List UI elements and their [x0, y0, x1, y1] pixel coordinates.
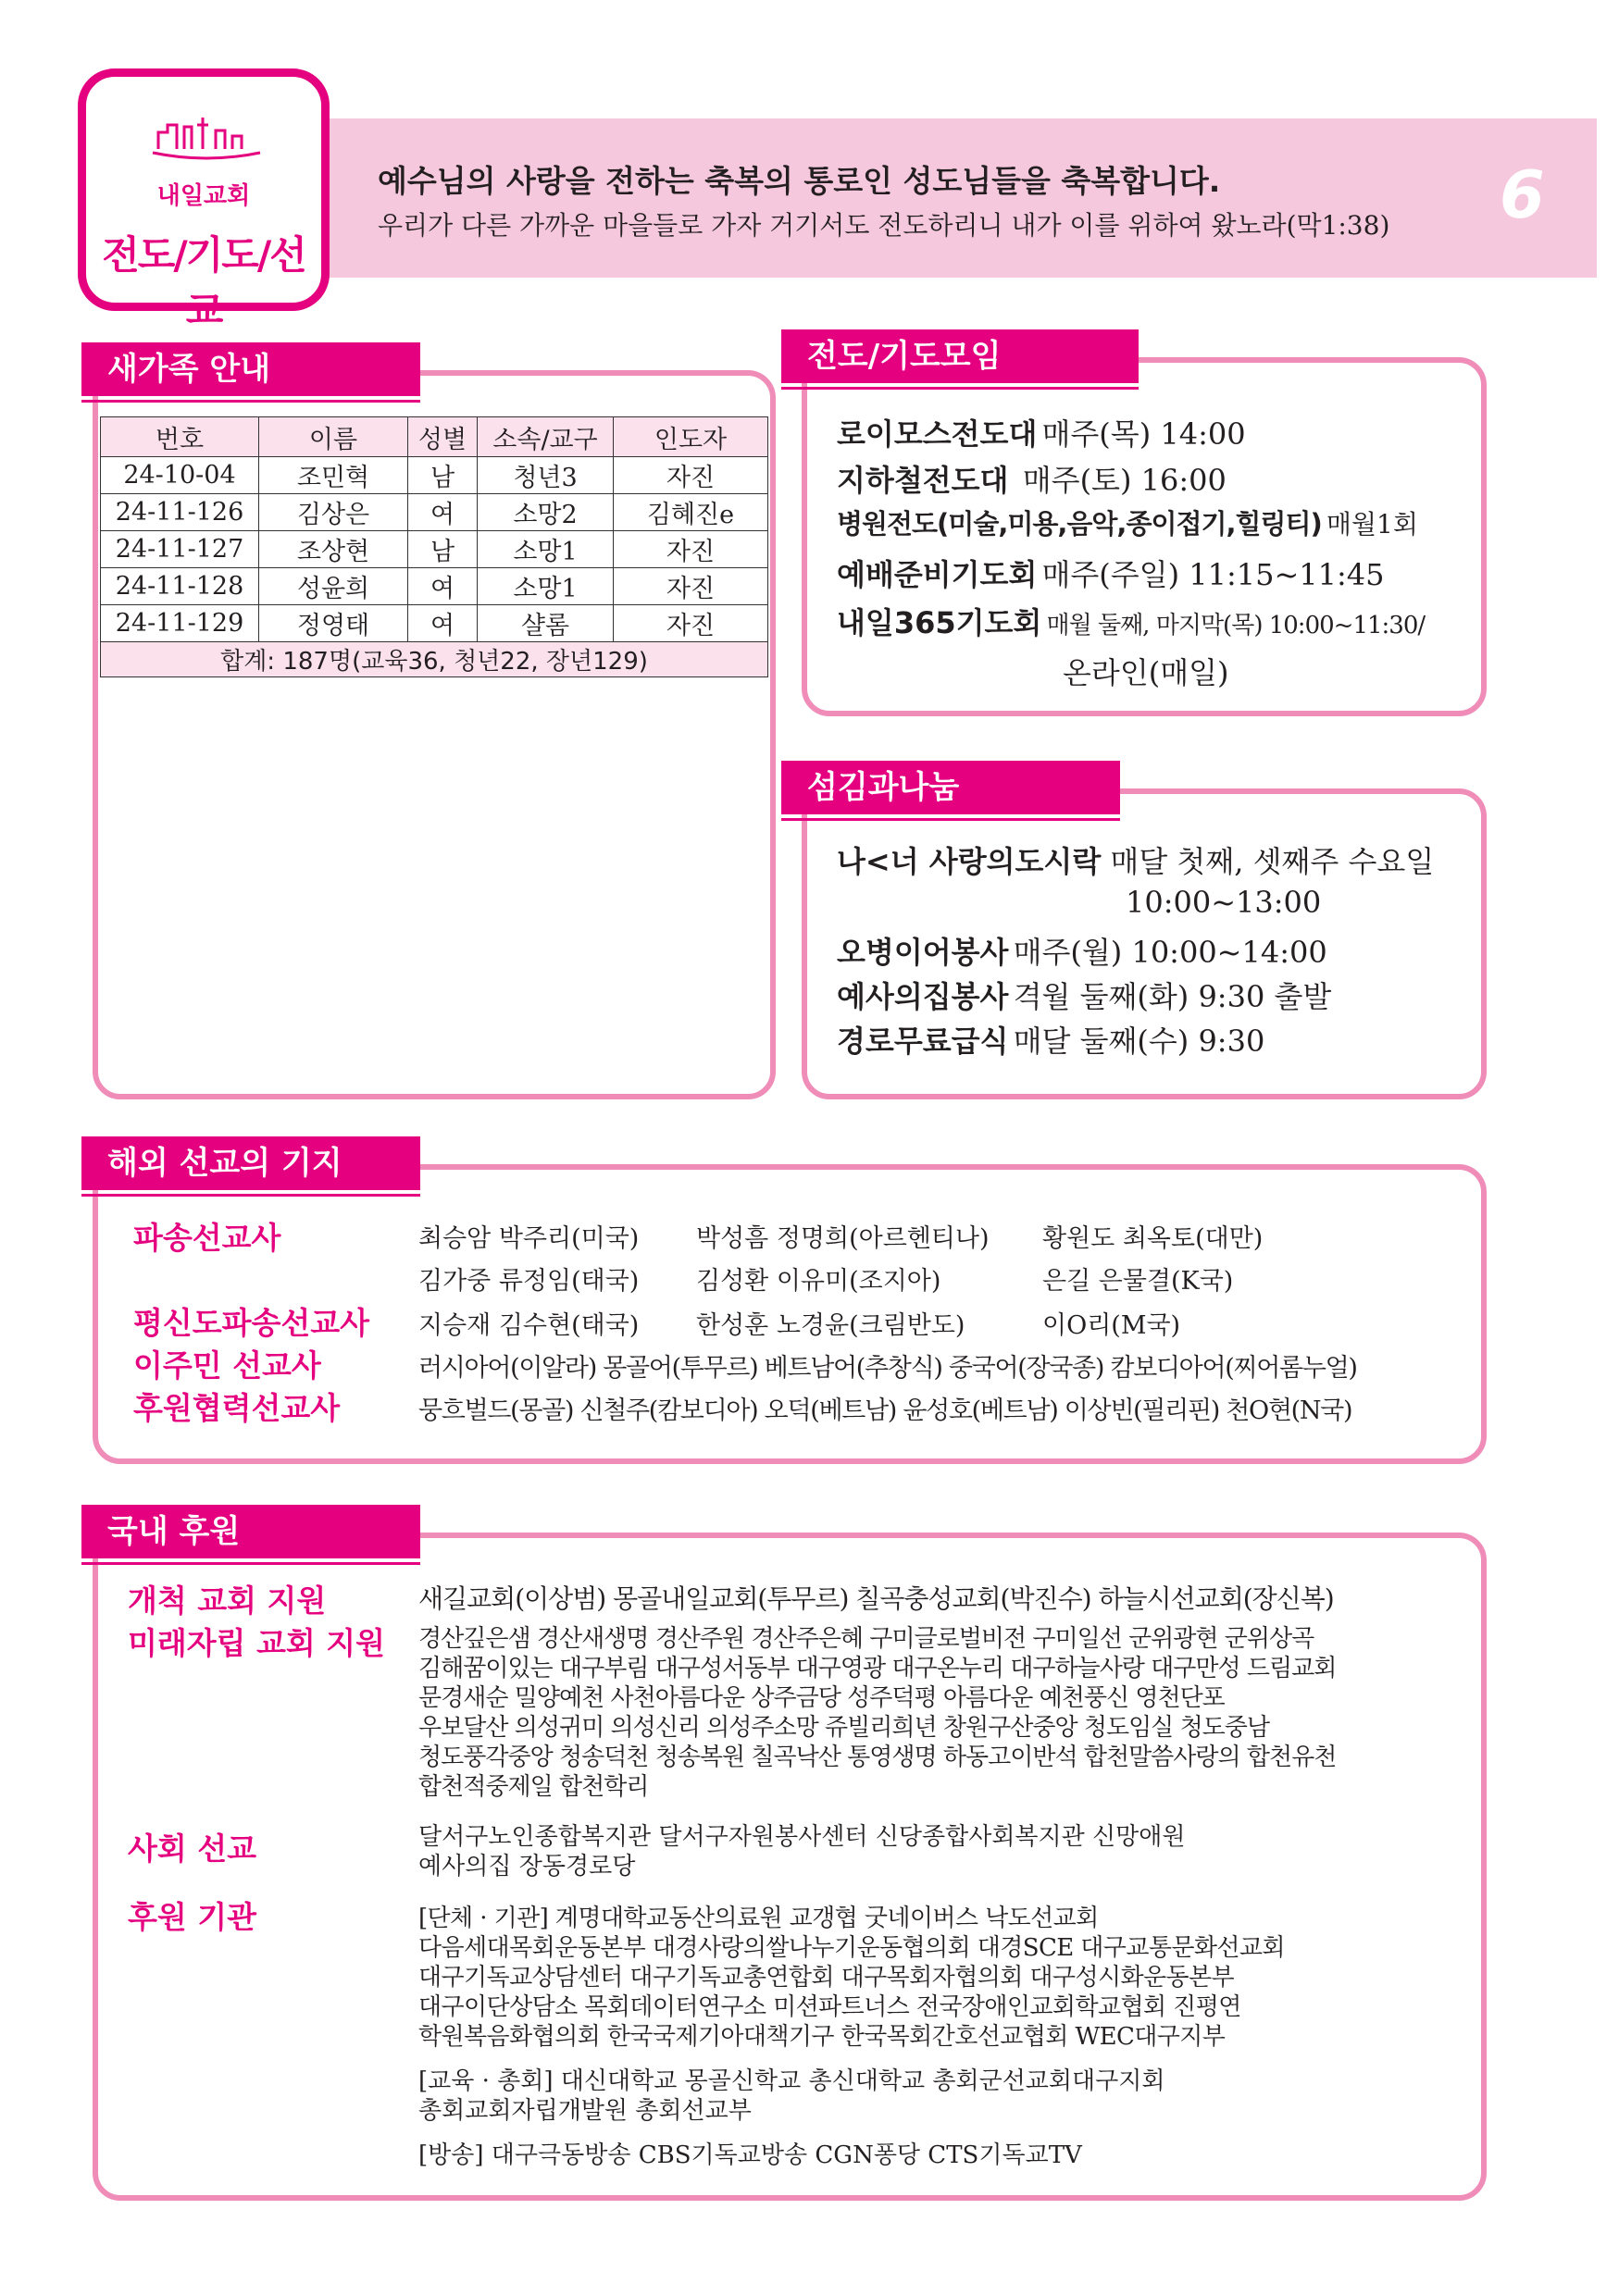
cell: 샬롬 [478, 605, 614, 642]
evangelism-tag: 전도/기도모임 [781, 329, 1139, 383]
sent-label: 파송선교사 [133, 1220, 281, 1256]
broadcast-line: [방송] 대구극동방송 CBS기독교방송 CGN퐁당 CTS기독교TV [418, 2141, 1082, 2169]
item-value: 매주(목) 14:00 [1041, 416, 1246, 452]
table-row [101, 605, 768, 642]
table-row [101, 531, 768, 568]
cell: 소망2 [478, 494, 614, 531]
org-line: 대구이단상담소 목회데이터연구소 미션파트너스 전국장애인교회학교협회 진평연 [418, 1993, 1241, 2021]
item-label: 내일365기도회 [837, 605, 1042, 640]
cell: 청년3 [478, 457, 614, 494]
list-item [837, 503, 1418, 541]
list-item [837, 552, 1385, 594]
missionary: 김가중 류정임(태국) [418, 1267, 640, 1296]
cell: 여 [408, 568, 478, 605]
item-value: 매주(토) 16:00 [1022, 463, 1227, 498]
lay-label: 평신도파송선교사 [133, 1305, 370, 1341]
item-label: 오병이어봉사 [837, 935, 1009, 970]
item-label: 나<너 사랑의도시락 [837, 844, 1102, 879]
pioneer-label: 개척 교회 지원 [128, 1582, 327, 1619]
future-line: 청도풍각중앙 청송덕천 청송복원 칠곡낙산 통영생명 하동고이반석 합천말씀사랑의 합천유천 [418, 1744, 1337, 1771]
support-list: 뭉흐벌드(몽골) 신철주(캄보디아) 오덕(베트남) 윤성호(베트남) 이상빈(필리핀) 천O현(N국) [418, 1396, 1352, 1425]
list-item [837, 457, 1227, 500]
cell: 김혜진e [614, 494, 768, 531]
table-row [101, 494, 768, 531]
future-line: 우보달산 의성귀미 의성신리 의성주소망 쥬빌리희년 창원구산중앙 청도임실 청도중남 [418, 1714, 1270, 1742]
col-name: 이름 [259, 417, 408, 457]
item-label: 지하철전도대 [837, 463, 1009, 498]
cell: 소망1 [478, 568, 614, 605]
support-label: 후원협력선교사 [133, 1390, 341, 1426]
future-line: 문경새순 밀양예천 사천아름다운 상주금당 성주덕평 아름다운 예천풍신 영천단포 [418, 1684, 1225, 1712]
edu-line: 총회교회자립개발원 총회선교부 [418, 2097, 752, 2125]
section-title: 전도/기도/선교 [102, 232, 305, 333]
missions-tag: 해외 선교의 기지 [81, 1136, 420, 1190]
item-label: 예배준비기도회 [837, 557, 1038, 592]
org-label: 후원 기관 [128, 1899, 257, 1935]
cell: 남 [408, 531, 478, 568]
org-line: 대구기독교상담센터 대구기독교총연합회 대구목회자협의회 대구성시화운동본부 [418, 1964, 1235, 1992]
cell: 김상은 [259, 494, 408, 531]
cell: 24-11-126 [101, 494, 259, 531]
list-item [837, 411, 1246, 453]
org-line: 학원복음화협의회 한국국제기아대책기구 한국목회간호선교협회 WEC대구지부 [418, 2023, 1226, 2051]
item-value: 매주(월) 10:00~14:00 [1013, 935, 1327, 970]
col-number: 번호 [101, 417, 259, 457]
cell: 소망1 [478, 531, 614, 568]
section-logo-box [78, 68, 330, 333]
header-verse: 우리가 다른 가까운 마을들로 가자 거기서도 전도하리니 내가 이를 위하여 왔노라(막1:38) [378, 210, 1390, 241]
cell: 자진 [614, 605, 768, 642]
future-line: 김해꿈이있는 대구부림 대구성서동부 대구영광 대구온누리 대구하늘사랑 대구만성 드림교회 [418, 1655, 1337, 1682]
item-value: 매주(주일) 11:15~11:45 [1041, 557, 1385, 592]
service-tag: 섬김과나눔 [781, 761, 1120, 814]
cell: 여 [408, 494, 478, 531]
table-total-row [101, 642, 768, 677]
new-family-table [100, 416, 768, 677]
cell: 조상현 [259, 531, 408, 568]
cell: 자진 [614, 531, 768, 568]
missionary: 박성흠 정명희(아르헨티나) [696, 1224, 990, 1253]
cell: 조민혁 [259, 457, 408, 494]
migrant-label: 이주민 선교사 [133, 1347, 321, 1384]
missionary: 한성훈 노경윤(크림반도) [696, 1311, 965, 1340]
church-name: 내일교회 [156, 182, 251, 210]
item-value: 매월1회 [1326, 509, 1418, 540]
cell: 자진 [614, 457, 768, 494]
item-value: 매달 둘째(수) 9:30 [1013, 1024, 1265, 1059]
item-label: 로이모스전도대 [837, 416, 1038, 452]
church-logo-icon [151, 112, 262, 164]
new-family-tag: 새가족 안내 [81, 342, 420, 396]
col-gender: 성별 [408, 417, 478, 457]
migrant-list: 러시아어(이알라) 몽골어(투무르) 베트남어(추창식) 중국어(장국종) 캄보디아어(찌어롬누얼) [418, 1354, 1357, 1383]
item-label: 경로무료급식 [837, 1024, 1009, 1059]
cell: 여 [408, 605, 478, 642]
cell: 24-11-129 [101, 605, 259, 642]
cell: 성윤희 [259, 568, 408, 605]
edu-line: [교육 · 총회] 대신대학교 몽골신학교 총신대학교 총회군선교회대구지회 [418, 2067, 1165, 2095]
social-line: 예사의집 장동경로당 [418, 1853, 636, 1880]
item-label: 예사의집봉사 [837, 979, 1009, 1014]
missionary: 최승암 박주리(미국) [418, 1224, 640, 1253]
missionary: 이O리(M국) [1042, 1311, 1181, 1340]
cell: 자진 [614, 568, 768, 605]
cell: 24-11-127 [101, 531, 259, 568]
item-value-cont: 온라인(매일) [1063, 655, 1229, 690]
list-item [837, 1018, 1264, 1061]
table-header-row [101, 417, 768, 457]
future-line: 경산깊은샘 경산새생명 경산주원 경산주은혜 구미글로벌비전 구미일선 군위광현 군위상곡 [418, 1625, 1314, 1653]
cell: 남 [408, 457, 478, 494]
list-item [837, 974, 1331, 1016]
item-value: 매달 첫째, 셋째주 수요일 [1110, 844, 1435, 879]
list-item [837, 600, 1425, 642]
missionary: 지승재 김수현(태국) [418, 1311, 640, 1340]
future-line: 합천적중제일 합천학리 [418, 1773, 649, 1801]
org-line: [단체 · 기관] 계명대학교동산의료원 교갱협 굿네이버스 낙도선교회 [418, 1905, 1099, 1932]
col-group: 소속/교구 [478, 417, 614, 457]
missionary: 은길 은물결(K국) [1042, 1267, 1234, 1296]
cell: 정영태 [259, 605, 408, 642]
domestic-tag: 국내 후원 [81, 1505, 420, 1558]
list-item [837, 838, 1434, 881]
item-value-cont: 10:00~13:00 [1126, 885, 1322, 920]
cell: 24-10-04 [101, 457, 259, 494]
item-value: 매월 둘째, 마지막(목) 10:00~11:30/ [1046, 612, 1426, 639]
missionary: 김성환 이유미(조지아) [696, 1267, 941, 1296]
item-value: 격월 둘째(화) 9:30 출발 [1013, 979, 1332, 1014]
col-guide: 인도자 [614, 417, 768, 457]
social-line: 달서구노인종합복지관 달서구자원봉사센터 신당종합사회복지관 신망애원 [418, 1823, 1186, 1851]
future-label: 미래자립 교회 지원 [128, 1625, 386, 1661]
list-item [837, 929, 1327, 972]
table-row [101, 568, 768, 605]
cell: 24-11-128 [101, 568, 259, 605]
header-title: 예수님의 사랑을 전하는 축복의 통로인 성도님들을 축복합니다. [378, 163, 1221, 199]
org-line: 다음세대목회운동본부 대경사랑의쌀나누기운동협의회 대경SCE 대구교통문화선교회 [418, 1934, 1285, 1962]
table-row [101, 457, 768, 494]
missionary: 황원도 최옥토(대만) [1042, 1224, 1264, 1253]
total-cell: 합계: 187명(교육36, 청년22, 장년129) [101, 642, 768, 677]
page-number: 6 [1500, 157, 1545, 233]
item-label: 병원전도(미술,미용,음악,종이접기,힐링티) [837, 508, 1322, 540]
social-label: 사회 선교 [128, 1831, 257, 1867]
pioneer-list: 새길교회(이상범) 몽골내일교회(투무르) 칠곡충성교회(박진수) 하늘시선교회(장신복) [418, 1583, 1334, 1614]
